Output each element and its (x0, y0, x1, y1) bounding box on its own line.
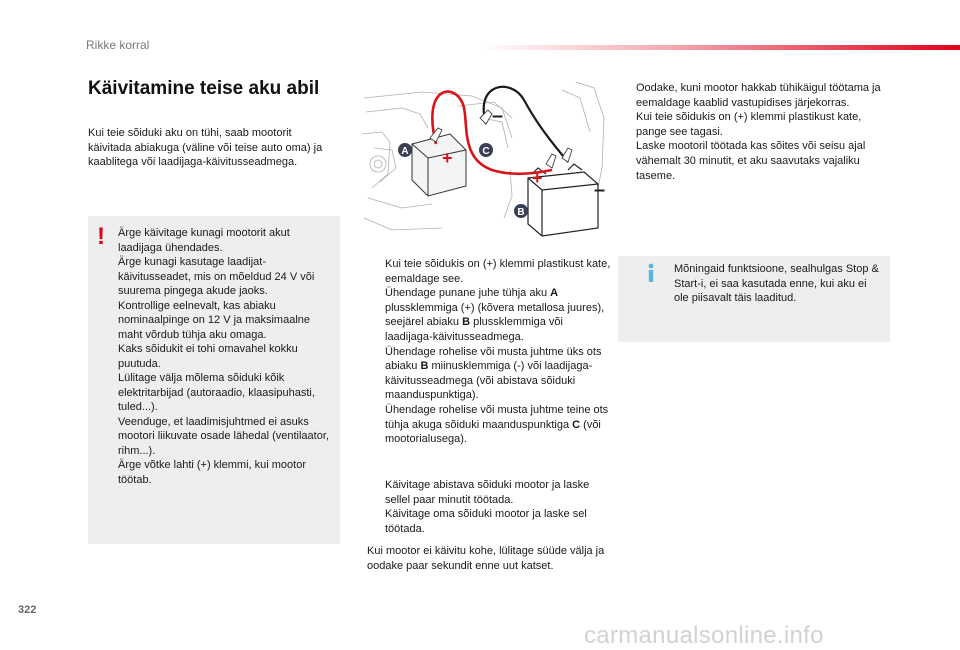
jump-start-diagram (362, 78, 608, 248)
plus-sign-b: + (532, 168, 543, 188)
flat-battery-a (412, 134, 466, 196)
step-item-text: Oodake, kuni mootor hakkab tühikäigul töötama ja eemaldage kaablid vastupidises järjekorras. (636, 82, 881, 109)
info-text: Mõningaid funktsioone, sealhulgas Stop & Start-i, ei saa kasutada enne, kui aku ei ole piisavalt täis laaditud. (674, 263, 879, 305)
step-item (618, 139, 892, 183)
warning-text: Ärge käivitage kunagi mootorit akut laadijaga ühendades. Ärge kunagi kasutage laadijat-käivitusseadet, mis on mõeldud 24 V või suurema pingega akude jaoks. Kontrollige eelnevalt, kas abiaku nominaalpinge on 12 V ja maksimaalne maht võrdub tühja aku omaga. Kaks sõidukit ei tohi omavahel kokku puutuda. Lülitage välja mõlema sõiduki kõik elektritarbijad (autoraadio, klaasipuhasti, tuled...). Veenduge, et laadimisjuhtmed ei asuks mootori liikuvate osade lähedal (ventilaator, rihm...). Ärge võtke lahti (+) klemmi, kui mootor töötab. (118, 227, 329, 486)
step-item-label-bold: C (572, 418, 581, 431)
section-header: Rikke korral (86, 38, 150, 52)
step-item-text: Kui teie sõidukis on (+) klemmi plastikust kate, pange see tagasi. (636, 111, 862, 138)
label-c: C (482, 146, 490, 157)
label-b: B (517, 207, 525, 218)
minus-sign-b: – (594, 179, 606, 201)
step-item-text: Laske mootoril töötada kas sõites või seisu ajal vähemalt 30 minutit, et aku saavutaks vajaliku taseme. (636, 140, 866, 182)
page-number: 322 (18, 604, 37, 616)
retry-note: Kui mootor ei käivitu kohe, lülitage süüde välja ja oodake paar sekundit enne uut katset. (367, 545, 605, 572)
step-item-text: plussklemmiga või laadijaga-käivitusseadmega. (385, 316, 563, 343)
step-item (367, 507, 613, 536)
step-item-text: Käivitage abistava sõiduki mootor ja laske sellel paar minutit töötada. (385, 479, 590, 506)
step-list-connect (367, 257, 613, 447)
step-item-text: Ühendage rohelise või musta juhtme üks ots abiaku (385, 345, 602, 373)
step-item-text: plussklemmiga (+) (kõvera metallosa juures), seejärel abiaku (385, 301, 605, 329)
minus-sign-c: – (492, 105, 504, 127)
step-item (367, 478, 613, 507)
step-list-disconnect (618, 81, 892, 183)
step-item-text: Kui teie sõidukis on (+) klemmi plastikust kate, eemaldage see. (385, 258, 611, 285)
label-a: A (401, 146, 409, 157)
step-item (367, 403, 613, 447)
page-title: Käivitamine teise aku abil (88, 78, 320, 99)
step-item (618, 81, 892, 110)
step-item-text: Ühendage rohelise või musta juhtme teine ots tühja akuga sõiduki maanduspunktiga (385, 403, 609, 431)
step-item-label-bold: A (550, 287, 559, 300)
step-item (367, 286, 613, 344)
step-item-text: miinusklemmiga (-) või laadijaga-käivitusseadmega (või abistava sõiduki maanduspunktiga). (385, 360, 593, 402)
step-item (367, 345, 613, 403)
intro-paragraph: Kui teie sõiduki aku on tühi, saab mootorit käivitada abiakuga (väline või teise auto oma) ja kaablitega või laadijaga-käivitusseadmega. (88, 127, 323, 169)
step-list-start (367, 478, 613, 536)
step-item-label-bold: B (420, 360, 429, 373)
step-item-label-bold: B (462, 316, 471, 329)
step-item-text: Käivitage oma sõiduki mootor ja laske sel töötada. (385, 508, 587, 535)
step-item-text: (või mootorialusega). (385, 418, 601, 446)
step-item (367, 257, 613, 286)
plus-sign-a: + (442, 148, 453, 168)
header-accent-bar (480, 45, 960, 50)
watermark: carmanualsonline.info (584, 622, 824, 649)
step-item-text: Ühendage punane juhe tühja aku (385, 287, 551, 300)
step-item (618, 110, 892, 139)
info-icon (646, 263, 656, 283)
warning-icon: ! (97, 223, 105, 250)
